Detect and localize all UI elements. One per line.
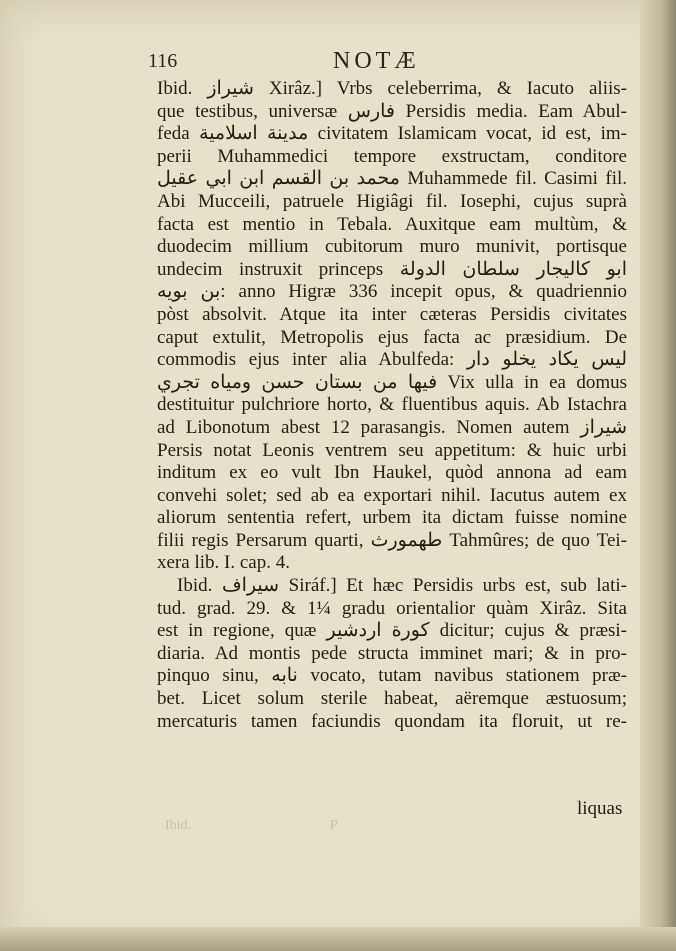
text-line: bet. Licet solum sterile habeat, aëremque æstuosum; <box>157 688 627 710</box>
text-line: محمد بن القسم ابن ابي عقيل Muhammede fil. Casimi fil. <box>157 168 627 190</box>
text-line: est in regione, quæ كورة اردشير dicitur; cujus & præsi- <box>157 620 627 642</box>
bleed-through-text: Ibid. <box>165 818 192 833</box>
text-line: undecim instruxit princeps ابو كاليجار سلطان الدولة <box>157 258 627 280</box>
text-line: inditum ex eo vult Ibn Haukel, quòd annona ad eam <box>157 462 627 484</box>
bleed-through-text: P <box>330 818 338 833</box>
text-line: facta est mentio in Tebala. Auxitque eam multùm, & <box>157 213 627 235</box>
text-line: caput extulit, Metropolis ejus facta ac præsidium. De <box>157 326 627 348</box>
text-line: duodecim millium cubitorum muro munivit, portisque <box>157 236 627 258</box>
text-line: diaria. Ad montis pede structa imminet mari; & in pro- <box>157 642 627 664</box>
text-line: tud. grad. 29. & 1¼ gradu orientalior quàm Xirâz. Sita <box>157 597 627 619</box>
text-line: ad Libonotum abest 12 parasangis. Nomen autem شيراز <box>157 416 627 438</box>
text-line: aliorum sententia refert, urbem ita dictam fuisse nomine <box>157 507 627 529</box>
text-line: xera lib. I. cap. 4. <box>157 552 290 574</box>
page-edge <box>640 0 676 951</box>
text-line: convehi solet; sed ab ea exportari nihil. Iacutus autem ex <box>157 484 627 506</box>
text-line: فيها من بستان حسن ومياه تجري Vix ulla in ea domus <box>157 371 627 393</box>
page-header <box>148 50 628 78</box>
text-line: pinquo sinu, نابه vocato, tutam navibus stationem præ- <box>157 665 627 687</box>
text-line: بن بويه: anno Higræ 336 incepit opus, & quadriennio <box>157 281 627 303</box>
text-line: commodis ejus inter alia Abulfeda: ليس يكاد يخلو دار <box>157 349 627 371</box>
body-text <box>157 78 627 733</box>
text-line: Abi Mucceili, patruele Higiâgi fil. Iosephi, cujus suprà <box>157 190 627 212</box>
text-line: que testibus, universæ فارس Persidis media. Eam Abul- <box>157 100 627 122</box>
page-number: 116 <box>148 50 178 72</box>
text-line: perii Muhammedici tempore exstructam, conditore <box>157 145 627 167</box>
text-line: destituitur pulchriore horto, & fluentibus aquis. Ab Istachra <box>157 394 627 416</box>
page-bottom-edge <box>0 927 676 951</box>
text-line: pòst absolvit. Atque ita inter cæteras Persidis civitates <box>157 303 627 325</box>
running-head: NOTÆ <box>333 48 420 74</box>
text-line: Ibid. سيراف Siráf.] Et hæc Persidis urbs est, sub lati- <box>177 575 627 597</box>
text-line: Ibid. شيراز Xirâz.] Vrbs celeberrima, & Iacuto aliis- <box>157 78 627 99</box>
catchword: liquas <box>577 798 623 819</box>
text-line: filii regis Persarum quarti, طهمورث Tahmûres; de quo Tei- <box>157 529 627 551</box>
text-line: Persis notat Leonis ventrem seu appetitum: & huic urbi <box>157 439 627 461</box>
text-line: feda مدينة اسلامية civitatem Islamicam vocat, id est, im- <box>157 123 627 145</box>
text-line: mercaturis tamen faciundis quondam ita floruit, ut re- <box>157 710 627 732</box>
